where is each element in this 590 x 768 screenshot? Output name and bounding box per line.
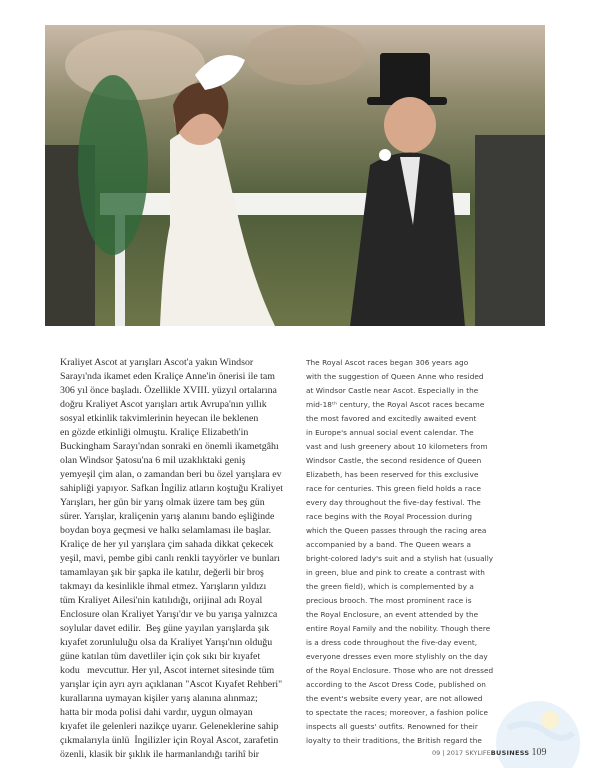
text-line: of the Royal Enclosure. Those who are not dressed xyxy=(306,666,494,675)
text-line: soylular davet edilir. Beş güne yayılan yarışlarda şık xyxy=(60,623,270,634)
text-line: with the suggestion of Queen Anne who resided xyxy=(306,372,484,381)
text-line: 306 yıl önce başladı. Özellikle XVIII. yüzyıl ortalarına xyxy=(60,385,277,396)
text-line: precious brooch. The most prominent race is xyxy=(306,596,472,605)
text-line: yemyeşil çim alan, o zamandan beri bu özel yarışlara ev xyxy=(60,469,282,480)
text-line: The Royal Ascot races began 306 years ago xyxy=(306,358,469,367)
footer-brand-light: SKYLIFE xyxy=(465,749,491,757)
text-line: yarışlar için ayrı ayrı açıklanan "Ascot Kıyafet Rehberi" xyxy=(60,679,283,690)
text-line: Enclosure olan Kraliyet Yarışı'dır ve bu yarışa yalnızca xyxy=(60,609,278,620)
text-line: tamamlayan şık bir şapka ile katılır, değerli bir broş xyxy=(60,567,264,578)
text-line: the most favored and excitedly awaited event xyxy=(306,414,477,423)
text-line: Elizabeth, has been reserved for this exclusive xyxy=(306,470,479,479)
footer-issue: 09 | 2017 xyxy=(432,749,464,757)
text-line: in Europe's annual social event calendar. The xyxy=(306,428,474,437)
text-line: to spectate the races; moreover, a fashion police xyxy=(306,708,489,717)
text-line: the event's website every year, are not allowed xyxy=(306,694,483,703)
text-line: çıkmalarıyla ünlü İngilizler için Royal Ascot, zarafetin xyxy=(60,735,279,746)
text-line: race for centuries. This green field holds a race xyxy=(306,484,481,493)
text-line: kıyafet zorunluluğu olsa da Kraliyet Yarışı'nın olduğu xyxy=(60,637,273,648)
text-line: everyone dresses even more stylishly on the day xyxy=(306,652,488,661)
text-line: accompanied by a band. The Queen wears a xyxy=(306,540,472,549)
text-line: Kraliyet Ascot at yarışları Ascot'a yakın Windsor xyxy=(60,357,254,368)
text-line: Kraliçe de her yıl yarışlara çim sahada dikkat çekecek xyxy=(60,539,274,550)
text-line: every day throughout the five-day festival. The xyxy=(306,498,481,507)
text-line: Yarışları, her gün bir yarış olmak üzere tam beş gün xyxy=(60,497,265,508)
text-line: özenli, klasik bir şıklık ile harmanlandığı tarihî bir xyxy=(60,749,260,760)
text-line: vast and lush greenery about 10 kilometers from xyxy=(306,442,488,451)
article-photo xyxy=(45,25,545,326)
page-number: 109 xyxy=(531,747,547,758)
text-line: in green, blue and pink to create a contrast with xyxy=(306,568,485,577)
text-line: takmayı da kesinlikle ihmal etmez. Yarışların yıldızı xyxy=(60,581,267,592)
text-line: en gözde etkinliği olmuştu. Kraliçe Elizabeth'in xyxy=(60,427,249,438)
text-line: Windsor Castle, the second residence of Queen xyxy=(306,456,482,465)
text-line: sürer. Yarışlar, kraliçenin yarış alanını bando eşliğinde xyxy=(60,511,275,522)
text-line: the Royal Enclosure, an event attended by the xyxy=(306,610,479,619)
text-line: sosyal etkinlik takvimlerinin heyecan ile beklenen xyxy=(60,413,259,424)
text-line: kurallarına uymayan kişiler yarış alanına alınmaz; xyxy=(60,693,258,704)
text-line: kodu mevcuttur. Her yıl, Ascot internet sitesinde tüm xyxy=(60,665,275,676)
text-line: at Windsor Castle near Ascot. Especially in the xyxy=(306,386,479,395)
text-line: the green field), which is complemented by a xyxy=(306,582,474,591)
page-footer xyxy=(432,747,572,758)
article-turkish-column xyxy=(60,356,285,762)
text-line: which the Queen passes through the racing area xyxy=(306,526,487,535)
text-line: tüm Kraliyet Ailesi'nin katılıdığı, orijinal adı Royal xyxy=(60,595,263,606)
text-line: entire Royal Family and the nobility. Though there xyxy=(306,624,491,633)
text-line: Buckingham Sarayı'ndan sonraki en önemli ikametgâhı xyxy=(60,441,279,452)
footer-brand-bold: BUSINESS xyxy=(490,749,530,757)
text-line: race begins with the Royal Procession during xyxy=(306,512,473,521)
text-line: sahipliği yapıyor. Safkan İngiliz atların koştuğu Kraliyet xyxy=(60,483,283,494)
text-line: boydan boya geçmesi ve halkı selamlaması ile başlar. xyxy=(60,525,272,536)
text-line: loyalty to their traditions, the British regard the xyxy=(306,736,482,745)
text-line: güne katılan tüm davetliler için çok sıkı bir kıyafet xyxy=(60,651,261,662)
text-line: inspects all guests' outfits. Renowned for their xyxy=(306,722,478,731)
text-line: according to the Ascot Dress Code, published on xyxy=(306,680,486,689)
text-line: olan Windsor Şatosu'na 6 mil uzaklıktaki geniş xyxy=(60,455,246,466)
text-line: kıyafet ile gelenleri nazikçe uyarır. Geleneklerine sahip xyxy=(60,721,279,732)
text-line: mid-18ᵗʰ century, the Royal Ascot races became xyxy=(306,400,485,409)
text-line: is a dress code throughout the five-day event, xyxy=(306,638,478,647)
photo-royal-couple-icon xyxy=(45,25,545,326)
text-line: doğru Kraliyet Ascot yarışları artık Avrupa'nın yıllık xyxy=(60,399,267,410)
text-line: hatta bir moda polisi dahi vardır, uygun olmayan xyxy=(60,707,253,718)
text-line: Sarayı'nda ikamet eden Kraliçe Anne'in önerisi ile tam xyxy=(60,371,275,382)
text-line: yeşil, mavi, pembe gibi canlı renkli tayyörler ve bunları xyxy=(60,553,280,564)
text-line: bright-colored lady's suit and a stylish hat (usually xyxy=(306,554,494,563)
